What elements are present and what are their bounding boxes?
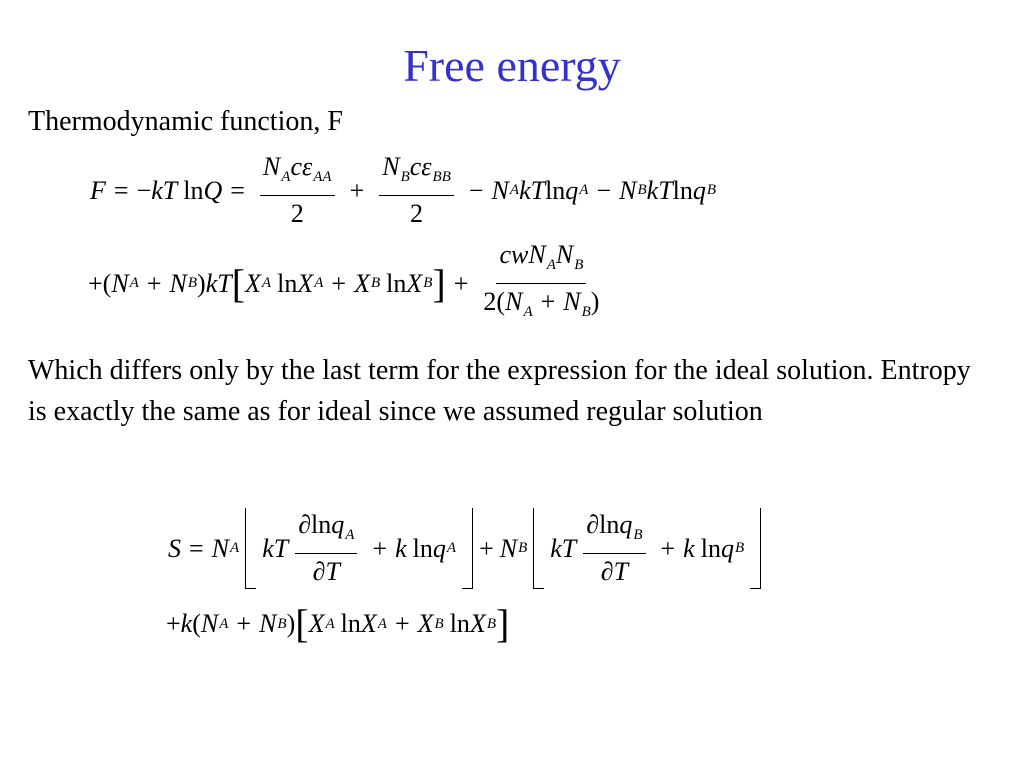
entropy-equation-line-2: + k ( N A + N B ) [ X A ln X A + X B ln X B ] bbox=[166, 601, 510, 646]
free-energy-equation-line-1: F = − kT ln Q = $\frac{N_Ac\varepsilon_{AA}}{2}$ + $\frac{N_Bc\varepsilon_{BB}}{2}$ − N A kT ln q A − N B kT ln q B bbox=[90, 152, 717, 228]
free-energy-equation-line-2: +( N A + N B ) kT [ X A ln X A + X B ln X B ] + $\frac{cwN_AN_B}{2(N_A + N_B)}$ bbox=[88, 240, 600, 320]
slide-title: Free energy bbox=[403, 40, 621, 91]
entropy-equation-line-1: S = N A kT $\frac{\partial\ln q_A}{\partial T}$ + k ln q A + N B kT $\frac{\partial\ln q_B}{\partial T}$ + k ln q B bbox=[168, 508, 767, 589]
explanation-paragraph: Which differs only by the last term for the expression for the ideal solution. Entropy is exactly the same as for ideal since we assumed regular solution bbox=[28, 355, 971, 427]
intro-text: Thermodynamic function, F bbox=[28, 106, 343, 137]
